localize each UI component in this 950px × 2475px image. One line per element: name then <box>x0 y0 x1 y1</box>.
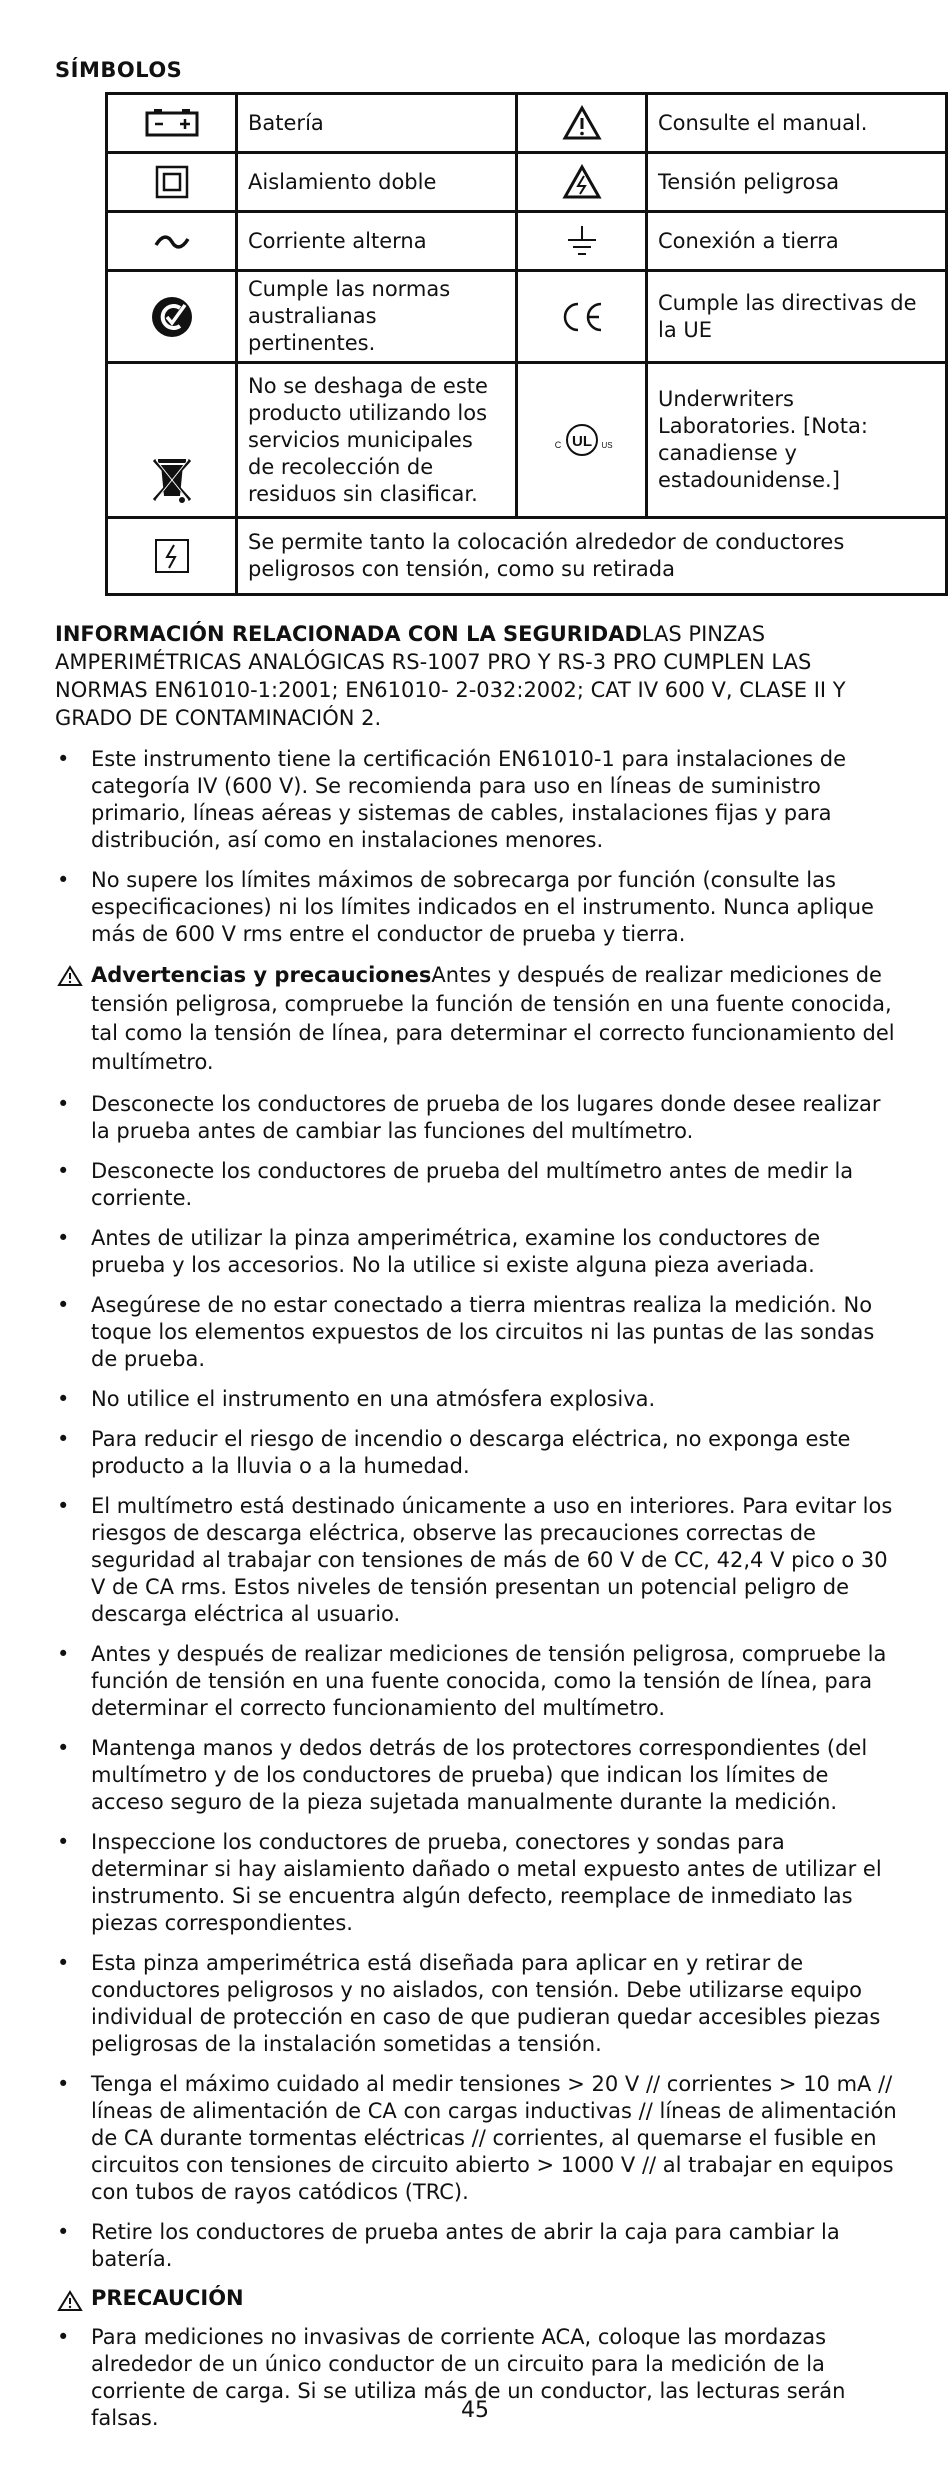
weee-bin-icon <box>152 456 192 504</box>
symbol-cell <box>517 212 647 271</box>
symbol-row <box>107 212 947 271</box>
page-number: 45 <box>461 2398 489 2423</box>
symbol-label: Se permite tanto la colocación alrededor de conductores peligrosos con tensión, como su retirada <box>237 518 947 595</box>
symbol-label: Cumple las normas australianas pertinentes. <box>237 271 517 363</box>
caution-heading <box>55 2286 900 2310</box>
safety-heading-bold: INFORMACIÓN RELACIONADA CON LA SEGURIDAD <box>55 622 642 646</box>
safety-heading-rest: LAS PINZAS AMPERIMÉTRICAS ANALÓGICAS RS-1007 PRO Y RS-3 PRO CUMPLEN LAS NORMAS EN61010-1:2001; EN61010- 2-032:2002; CAT IV 600 V, CLASE II Y GRADO DE CONTAMINACIÓN 2. <box>55 622 846 730</box>
warnings-heading <box>55 961 900 1077</box>
symbol-cell <box>517 94 647 153</box>
symbol-label: No se deshaga de este producto utilizando los servicios municipales de recolección de residuos sin clasificar. <box>237 363 517 518</box>
symbol-label: Underwriters Laboratories. [Nota: canadiense y estadounidense.] <box>647 363 947 518</box>
list-item: • Antes de utilizar la pinza amperimétrica, examine los conductores de prueba y los accesorios. No la utilice si existe alguna pieza averiada. <box>55 1225 900 1279</box>
symbol-label: Aislamiento doble <box>237 153 517 212</box>
list-item: • Este instrumento tiene la certificación EN61010-1 para instalaciones de categoría IV (600 V). Se recomienda para uso en líneas de suministro primario, líneas aéreas y sistemas de cables, instalaciones fijas y para distribución, así como en instalaciones menores. <box>55 746 900 854</box>
warnings-heading-rest: Antes y después de realizar mediciones de tensión peligrosa, compruebe la función de tensión en una fuente conocida, tal como la tensión de línea, para determinar el correcto funcionamiento del multímetro. <box>91 963 895 1074</box>
symbol-row <box>107 94 947 153</box>
ul-mark-right: US <box>600 441 613 450</box>
list-item: • Asegúrese de no estar conectado a tierra mientras realiza la medición. No toque los elementos expuestos de los circuitos ni las puntas de las sondas de prueba. <box>55 1292 900 1373</box>
symbol-cell <box>517 153 647 212</box>
warnings-bullet-list <box>55 1091 900 2273</box>
list-item: • Inspeccione los conductores de prueba, conectores y sondas para determinar si hay aislamiento dañado o metal expuesto antes de utilizar el instrumento. Si se encuentra algún defecto, reemplace de inmediato las piezas correspondientes. <box>55 1829 900 1937</box>
symbol-row <box>107 153 947 212</box>
list-item: • No utilice el instrumento en una atmósfera explosiva. <box>55 1386 900 1413</box>
symbol-label: Cumple las directivas de la UE <box>647 271 947 363</box>
high-voltage-triangle-icon <box>562 164 602 200</box>
symbol-label: Consulte el manual. <box>647 94 947 153</box>
symbol-label: Batería <box>237 94 517 153</box>
ground-icon <box>564 224 600 258</box>
symbol-row <box>107 518 947 595</box>
c-tick-icon <box>150 295 194 339</box>
symbol-cell <box>517 363 647 518</box>
symbols-table <box>105 92 948 596</box>
list-item: • Retire los conductores de prueba antes de abrir la caja para cambiar la batería. <box>55 2219 900 2273</box>
symbol-cell <box>107 94 237 153</box>
list-item: • Mantenga manos y dedos detrás de los protectores correspondientes (del multímetro y de los conductores de prueba) que indican los límites de acceso seguro de la pieza sujetada manualmente durante la medición. <box>55 1735 900 1816</box>
ul-listing-icon <box>546 420 618 460</box>
list-item: • El multímetro está destinado únicamente a uso en interiores. Para evitar los riesgos de descarga eléctrica, observe las precauciones correctas de seguridad al trabajar con tensiones de más de 60 V de CC, 42,4 V pico o 30 V de CA rms. Estos niveles de tensión presentan un potencial peligro de descarga eléctrica al usuario. <box>55 1493 900 1628</box>
symbol-cell <box>107 212 237 271</box>
symbol-cell <box>107 363 237 518</box>
list-item: • Desconecte los conductores de prueba de los lugares donde desee realizar la prueba antes de cambiar las funciones del multímetro. <box>55 1091 900 1145</box>
symbol-cell <box>107 271 237 363</box>
safety-heading <box>55 620 900 732</box>
warnings-heading-bold: Advertencias y precauciones <box>91 963 432 987</box>
ul-mark-center: UL <box>571 433 592 450</box>
ac-tilde-icon <box>152 232 192 252</box>
symbol-label: Tensión peligrosa <box>647 153 947 212</box>
warning-triangle-icon <box>562 105 602 141</box>
list-item: • Para reducir el riesgo de incendio o descarga eléctrica, no exponga este producto a la lluvia o a la humedad. <box>55 1426 900 1480</box>
ce-mark-icon <box>559 300 605 334</box>
list-item: • Tenga el máximo cuidado al medir tensiones > 20 V // corrientes > 10 mA // líneas de alimentación de CA con cargas inductivas // líneas de alimentación de CA durante tormentas eléctricas // corrientes, al quemarse el fusible en circuitos con tensiones de circuito abierto > 1000 V // al trabajar en equipos con tubos de rayos catódicos (TRC). <box>55 2071 900 2206</box>
double-insulation-icon <box>155 165 189 199</box>
hazardous-live-conductor-icon <box>154 538 190 574</box>
list-item: • Desconecte los conductores de prueba del multímetro antes de medir la corriente. <box>55 1158 900 1212</box>
safety-bullet-list <box>55 746 900 948</box>
list-item: • Esta pinza amperimétrica está diseñada para aplicar en y retirar de conductores peligrosos y no aislados, con tensión. Debe utilizarse equipo individual de protección en caso de que pudieran quedar accesibles piezas peligrosas de la instalación sometidas a tensión. <box>55 1950 900 2058</box>
symbol-row <box>107 363 947 518</box>
warning-triangle-icon <box>57 2290 83 2312</box>
caution-heading-text: PRECAUCIÓN <box>91 2286 244 2310</box>
ul-mark-left: C <box>554 440 561 450</box>
symbol-label: Corriente alterna <box>237 212 517 271</box>
symbol-cell <box>107 153 237 212</box>
symbol-cell <box>107 518 237 595</box>
battery-icon <box>144 107 200 139</box>
list-item: • Antes y después de realizar mediciones de tensión peligrosa, compruebe la función de tensión en una fuente conocida, como la tensión de línea, para determinar el correcto funcionamiento del multímetro. <box>55 1641 900 1722</box>
symbol-cell <box>517 271 647 363</box>
symbols-title: SÍMBOLOS <box>55 58 183 82</box>
list-item: • No supere los límites máximos de sobrecarga por función (consulte las especificaciones) ni los límites indicados en el instrumento. Nunca aplique más de 600 V rms entre el conductor de prueba y tierra. <box>55 867 900 948</box>
symbol-label: Conexión a tierra <box>647 212 947 271</box>
list-item: • Para mediciones no invasivas de corriente ACA, coloque las mordazas alrededor de un único conductor de un circuito para la medición de la corriente de carga. Si se utiliza más de un conductor, las lecturas serán falsas. <box>55 2324 900 2432</box>
manual-page <box>55 48 917 2445</box>
symbol-row <box>107 271 947 363</box>
warning-triangle-icon <box>57 965 83 987</box>
